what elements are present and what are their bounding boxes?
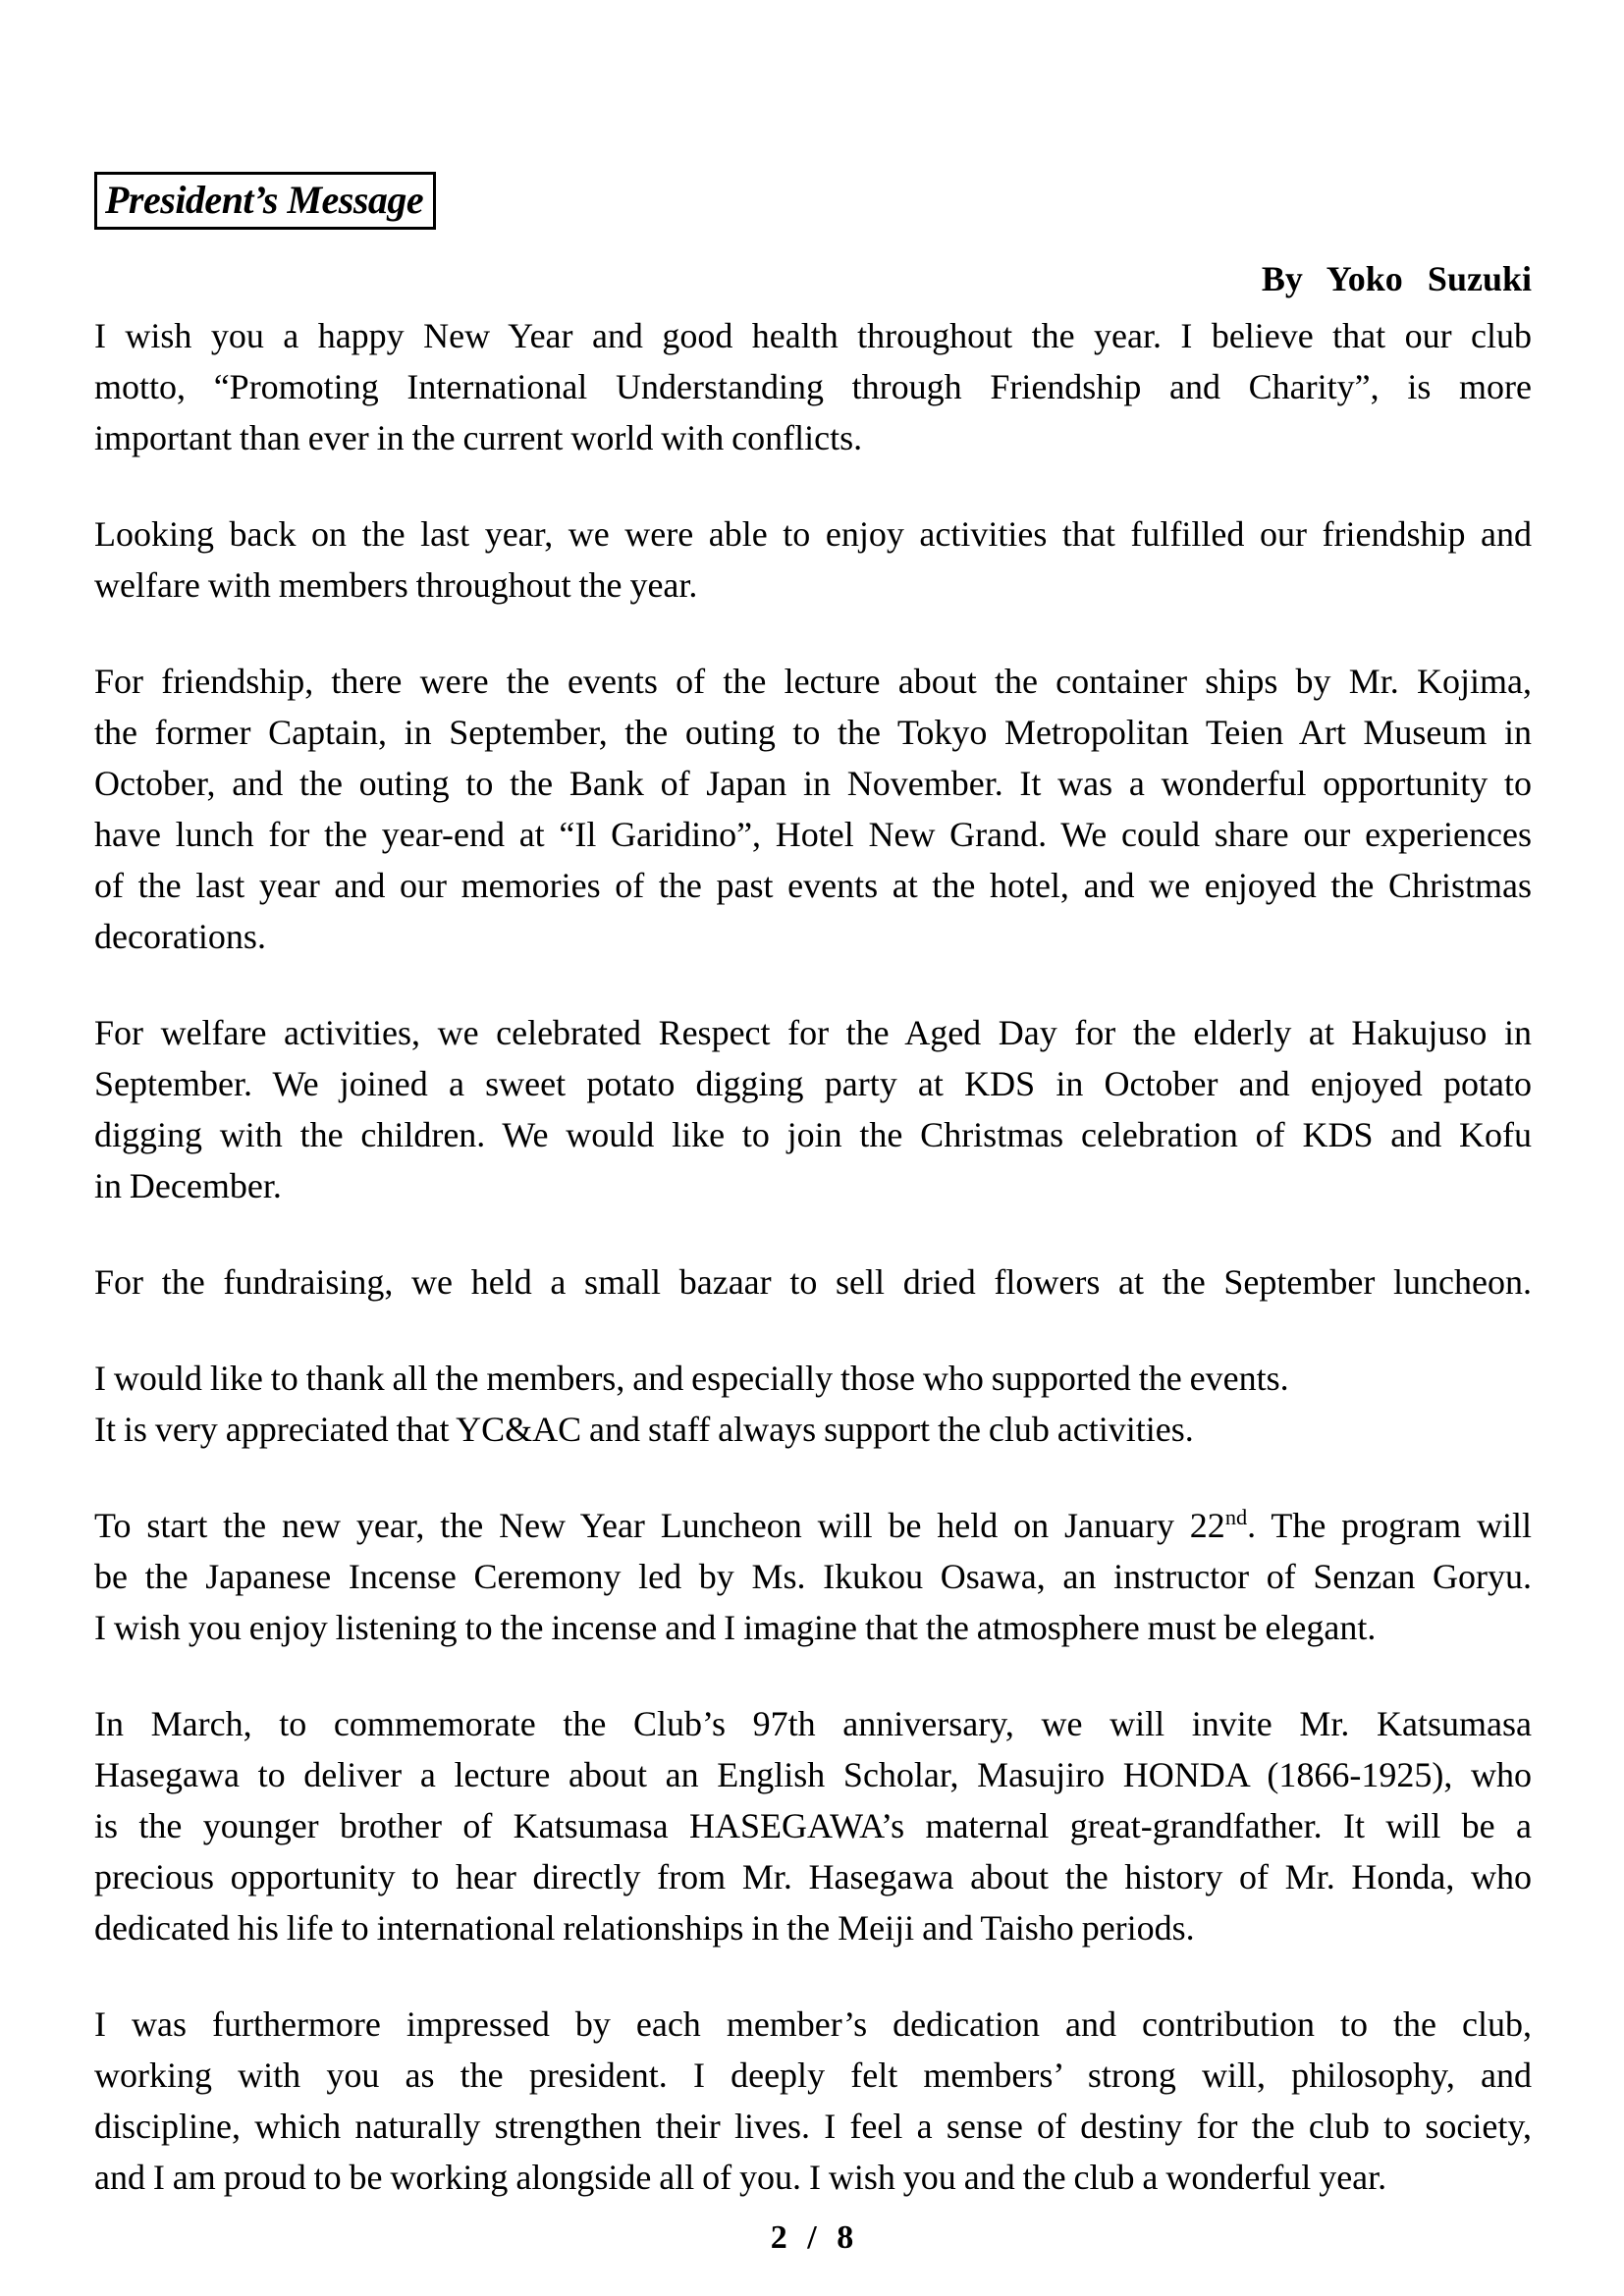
text-line [94,1500,1532,1551]
text-line: welfare with members throughout the year. [94,565,698,605]
text-line: Looking back on the last year, we were able to enjoy activities that fulfilled our friendship and [94,514,1532,554]
text-line: working with you as the president. I deeply felt members’ strong will, philosophy, and [94,2056,1532,2095]
text-line: the former Captain, in September, the outing to the Tokyo Metropolitan Teien Art Museum in [94,713,1532,752]
text-line: In March, to commemorate the Club’s 97th anniversary, we will invite Mr. Katsumasa [94,1704,1532,1743]
byline: By Yoko Suzuki [1261,259,1532,298]
text-line: of the last year and our memories of the past events at the hotel, and we enjoyed the Christmas [94,866,1532,905]
paragraph-greeting [94,310,1532,463]
text-line: October, and the outing to the Bank of Japan in November. It was a wonderful opportunity to [94,764,1532,803]
section-title-box [94,172,436,230]
text-line: be the Japanese Incense Ceremony led by Ms. Ikukou Osawa, an instructor of Senzan Goryu. [94,1557,1532,1596]
page-number: 2 / 8 [770,2219,856,2256]
text-segment: . The program will [1247,1506,1532,1545]
paragraph-closing [94,1999,1532,2203]
text-line: and I am proud to be working alongside all of you. I wish you and the club a wonderful year. [94,2158,1387,2197]
paragraph-new-year-luncheon [94,1500,1532,1653]
text-line: Hasegawa to deliver a lecture about an English Scholar, Masujiro HONDA (1866-1925), who [94,1755,1532,1794]
text-line: is the younger brother of Katsumasa HASEGAWA’s maternal great-grandfather. It will be a [94,1806,1532,1845]
text-line: discipline, which naturally strengthen their lives. I feel a sense of destiny for the club to society, [94,2107,1532,2146]
text-line: dedicated his life to international relationships in the Meiji and Taisho periods. [94,1908,1195,1948]
text-line: motto, “Promoting International Understanding through Friendship and Charity”, is more [94,367,1532,406]
text-line: I would like to thank all the members, and especially those who supported the events. [94,1359,1289,1398]
ordinal-superscript: nd [1224,1505,1248,1529]
paragraph-thanks [94,1353,1532,1455]
text-segment: To start the new year, the New Year Luncheon will be held on January 22 [94,1506,1225,1545]
text-line: It is very appreciated that YC&AC and staff always support the club activities. [94,1410,1194,1449]
text-line: September. We joined a sweet potato digging party at KDS in October and enjoyed potato [94,1064,1532,1103]
paragraph-march-anniversary [94,1698,1532,1953]
text-line: important than ever in the current world with conflicts. [94,418,863,457]
paragraph-welfare [94,1007,1532,1211]
paragraph-friendship [94,656,1532,962]
text-line: I wish you a happy New Year and good health throughout the year. I believe that our club [94,316,1532,355]
text-line: For welfare activities, we celebrated Respect for the Aged Day for the elderly at Hakujuso in [94,1013,1532,1052]
text-line: digging with the children. We would like to join the Christmas celebration of KDS and Kofu [94,1115,1532,1154]
text-line: I was furthermore impressed by each member’s dedication and contribution to the club, [94,2004,1532,2044]
text-line: precious opportunity to hear directly from Mr. Hasegawa about the history of Mr. Honda, who [94,1857,1532,1896]
text-line: decorations. [94,917,266,956]
text-line: For the fundraising, we held a small bazaar to sell dried flowers at the September luncheon. [94,1262,1532,1302]
text-line: I wish you enjoy listening to the incense and I imagine that the atmosphere must be elegant. [94,1608,1377,1647]
text-line: For friendship, there were the events of the lecture about the container ships by Mr. Kojima, [94,662,1532,701]
text-line: in December. [94,1166,282,1205]
text-line: have lunch for the year-end at “Il Garidino”, Hotel New Grand. We could share our experiences [94,815,1532,854]
paragraph-looking-back [94,508,1532,611]
paragraph-fundraising [94,1256,1532,1308]
page-title: President’s Message [105,178,424,222]
